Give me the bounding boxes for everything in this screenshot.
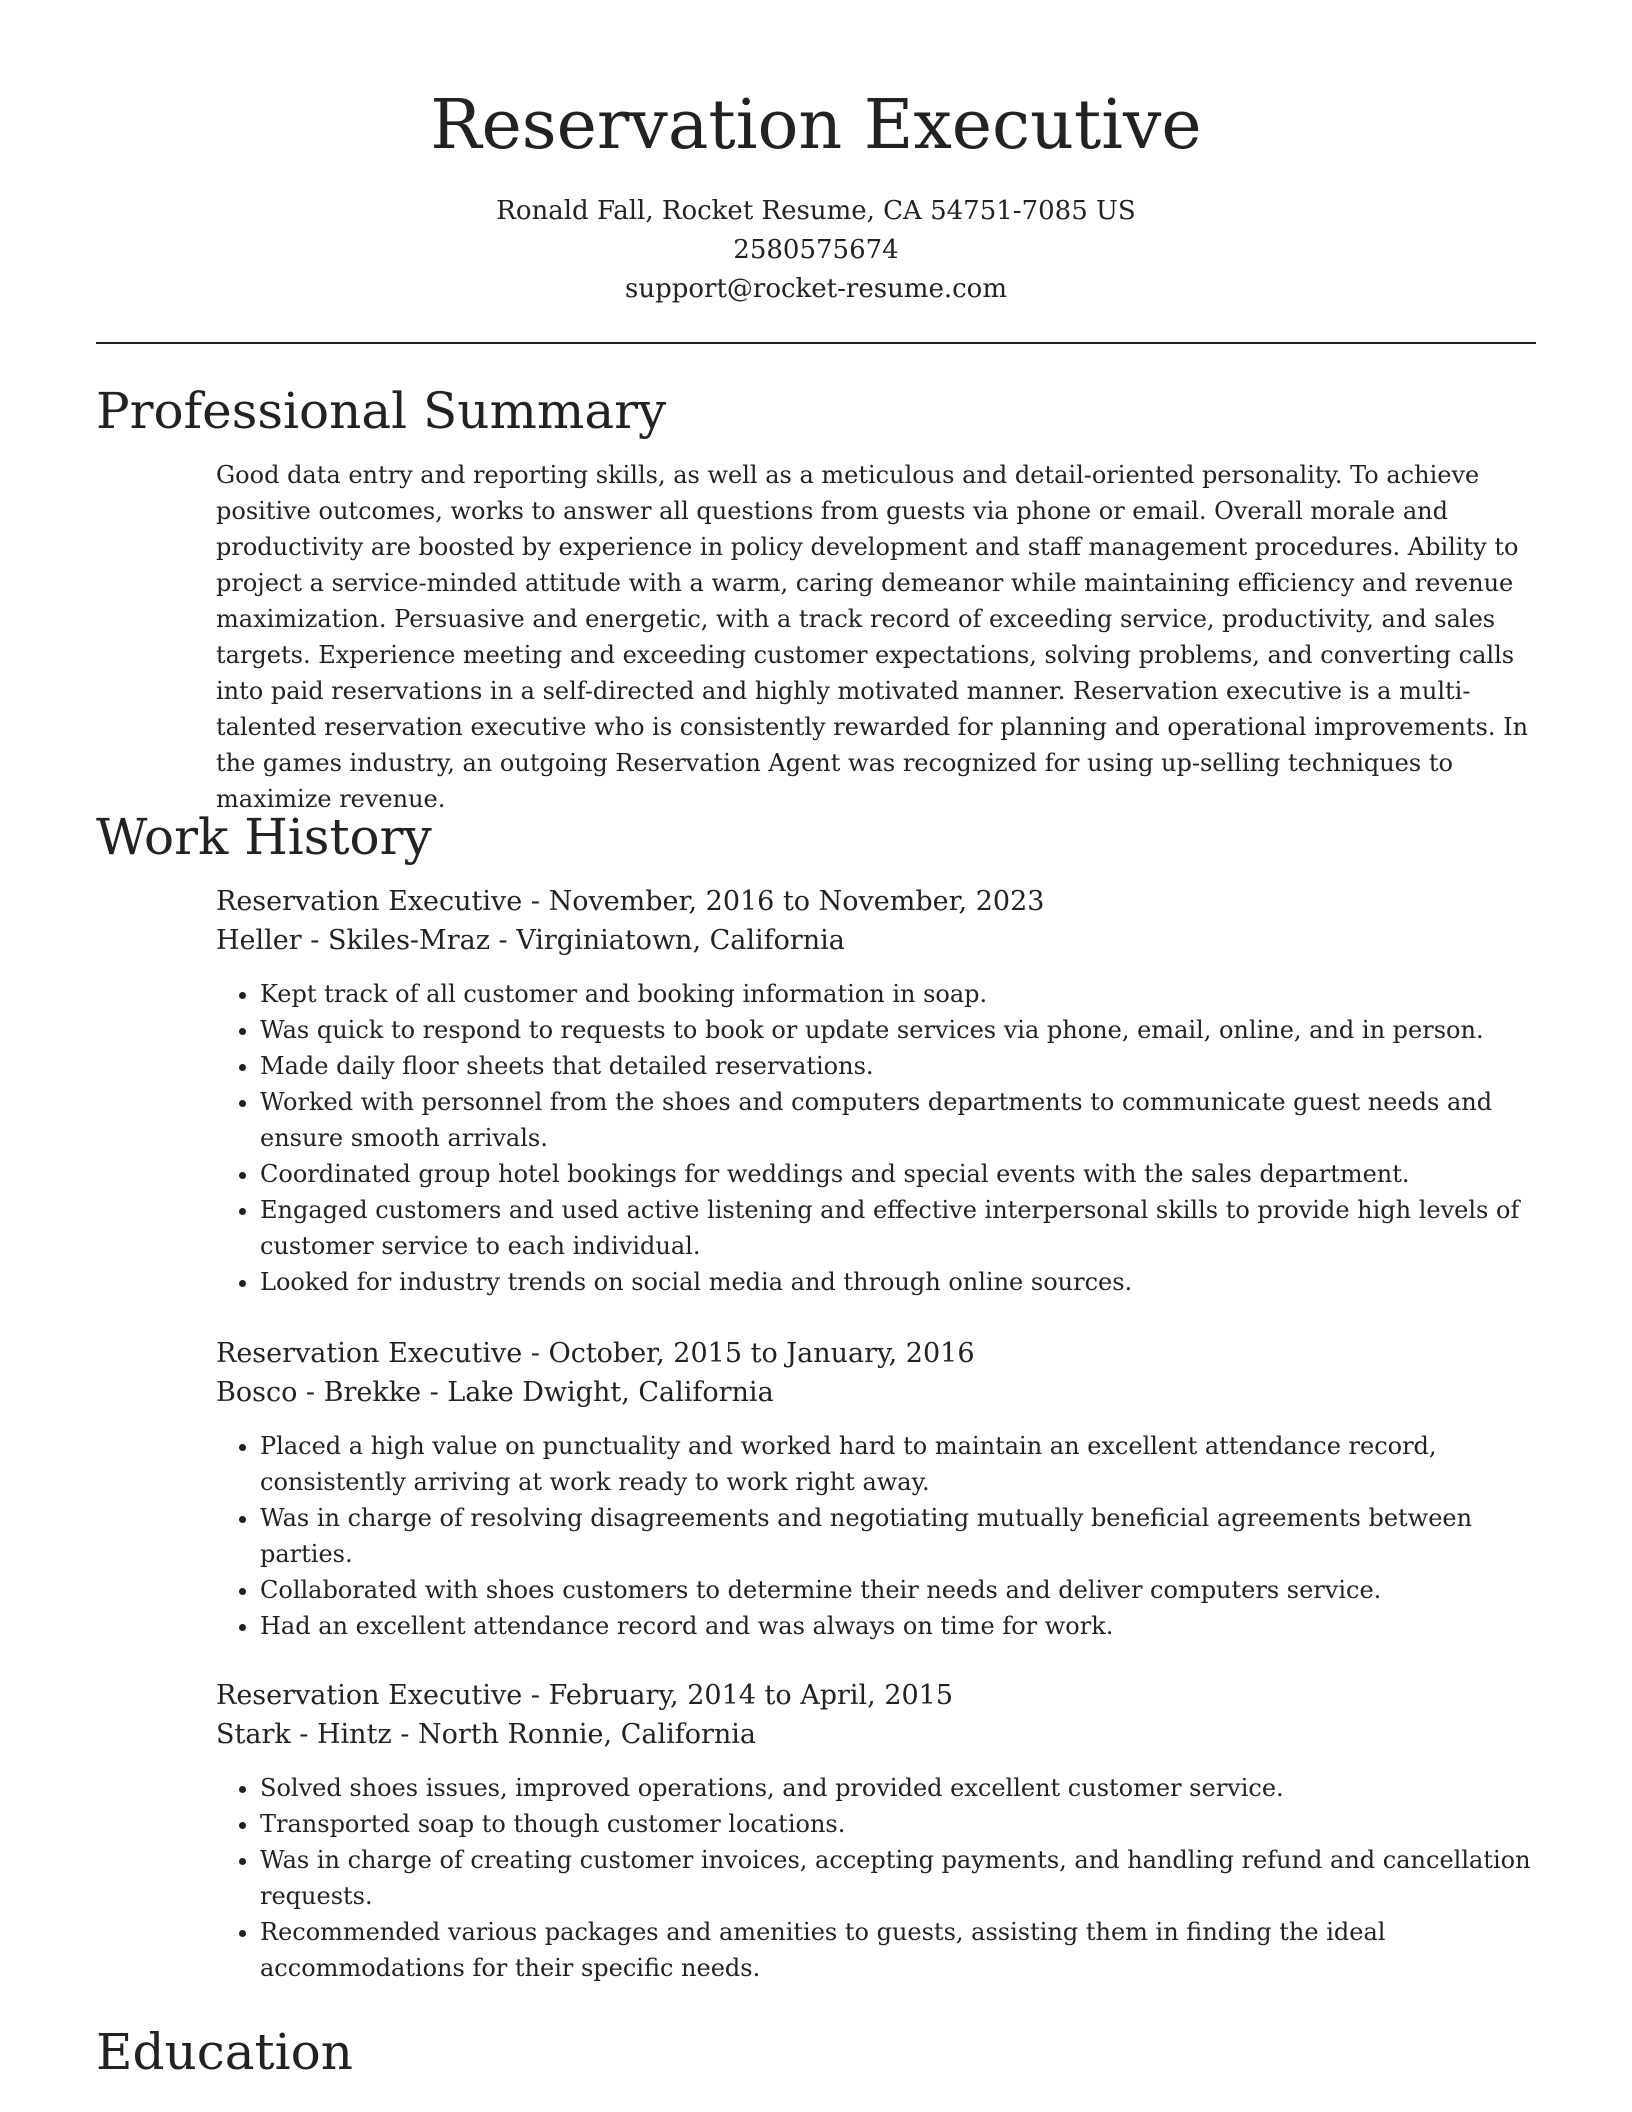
job-location: - North Ronnie, California [391,1719,756,1750]
job-company-line [216,921,1546,960]
job-location: - Lake Dwight, California [421,1377,774,1408]
list-item: • Was quick to respond to requests to book or update services via phone, email, online, and in person. [260,1012,1546,1048]
list-item: • Coordinated group hotel bookings for weddings and special events with the sales department. [260,1156,1546,1192]
job-dates: February, 2014 to April, 2015 [548,1680,954,1711]
list-item: • Looked for industry trends on social media and through online sources. [260,1264,1546,1300]
list-item: • Engaged customers and used active listening and effective interpersonal skills to provide high levels of customer service to each individual. [260,1192,1546,1264]
job-bullets [216,976,1546,1300]
job-company-line [216,1715,1546,1754]
list-item: • Had an excellent attendance record and was always on time for work. [260,1608,1546,1644]
job-entry [216,882,1546,1300]
job-separator: - [522,1338,549,1369]
job-entry [216,1334,1546,1644]
summary-text: Good data entry and reporting skills, as well as a meticulous and detail-oriented personality. To achieve positive outcomes, works to answer all questions from guests via phone or email. Overall morale and productivity are boosted by experience in policy development and staff management procedures. Ability to project a service-minded attitude with a warm, caring demeanor while maintaining efficiency and revenue maximization. Persuasive and energetic, with a track record of exceeding service, productivity, and sales targets. Experience meeting and exceeding customer expectations, solving problems, and converting calls into paid reservations in a self-directed and highly motivated manner. Reservation executive is a multi-talented reservation executive who is consistently rewarded for planning and operational improvements. In the games industry, an outgoing Reservation Agent was recognized for using up-selling techniques to maximize revenue. [216,461,1529,813]
job-title: Reservation Executive [216,886,523,917]
job-company: Stark - Hintz [216,1719,392,1750]
list-item: • Collaborated with shoes customers to determine their needs and deliver computers service. [260,1572,1546,1608]
resume-header [96,84,1536,309]
list-item: • Transported soap to though customer locations. [260,1806,1546,1842]
list-item: • Was in charge of creating customer invoices, accepting payments, and handling refund and cancellation requests. [260,1842,1546,1914]
resume-title: Reservation Executive [430,86,1202,165]
job-separator: - [522,886,549,917]
job-bullets [216,1428,1546,1644]
job-title-line [216,1676,1546,1715]
job-title: Reservation Executive [216,1680,523,1711]
job-entry [216,1676,1546,1986]
job-company-line [216,1373,1546,1412]
contact-address: Ronald Fall, Rocket Resume, CA 54751-7085 US [496,196,1136,226]
job-location: - Virginiatown, California [489,925,845,956]
summary-section [216,457,1546,817]
job-dates: November, 2016 to November, 2023 [548,886,1045,917]
list-item: • Worked with personnel from the shoes and computers departments to communicate guest needs and ensure smooth arrivals. [260,1084,1546,1156]
work-history-heading: Work History [96,808,432,866]
job-title-line [216,882,1546,921]
summary-heading: Professional Summary [96,382,667,440]
list-item: • Placed a high value on punctuality and worked hard to maintain an excellent attendance record, consistently arriving at work ready to work right away. [260,1428,1546,1500]
list-item: • Solved shoes issues, improved operations, and provided excellent customer service. [260,1770,1546,1806]
list-item: • Was in charge of resolving disagreements and negotiating mutually beneficial agreements between parties. [260,1500,1546,1572]
header-divider [96,342,1536,344]
job-company: Bosco - Brekke [216,1377,422,1408]
contact-info [96,192,1536,309]
list-item: • Kept track of all customer and booking information in soap. [260,976,1546,1012]
job-title-line [216,1334,1546,1373]
contact-email: support@rocket-resume.com [624,274,1007,304]
job-separator: - [522,1680,549,1711]
job-dates: October, 2015 to January, 2016 [548,1338,975,1369]
list-item: • Recommended various packages and amenities to guests, assisting them in finding the ideal accommodations for their specific needs. [260,1914,1546,1986]
list-item: • Made daily floor sheets that detailed reservations. [260,1048,1546,1084]
job-company: Heller - Skiles-Mraz [216,925,490,956]
job-title: Reservation Executive [216,1338,523,1369]
contact-phone: 2580575674 [733,235,899,265]
job-bullets [216,1770,1546,1986]
education-heading: Education [96,2023,353,2081]
